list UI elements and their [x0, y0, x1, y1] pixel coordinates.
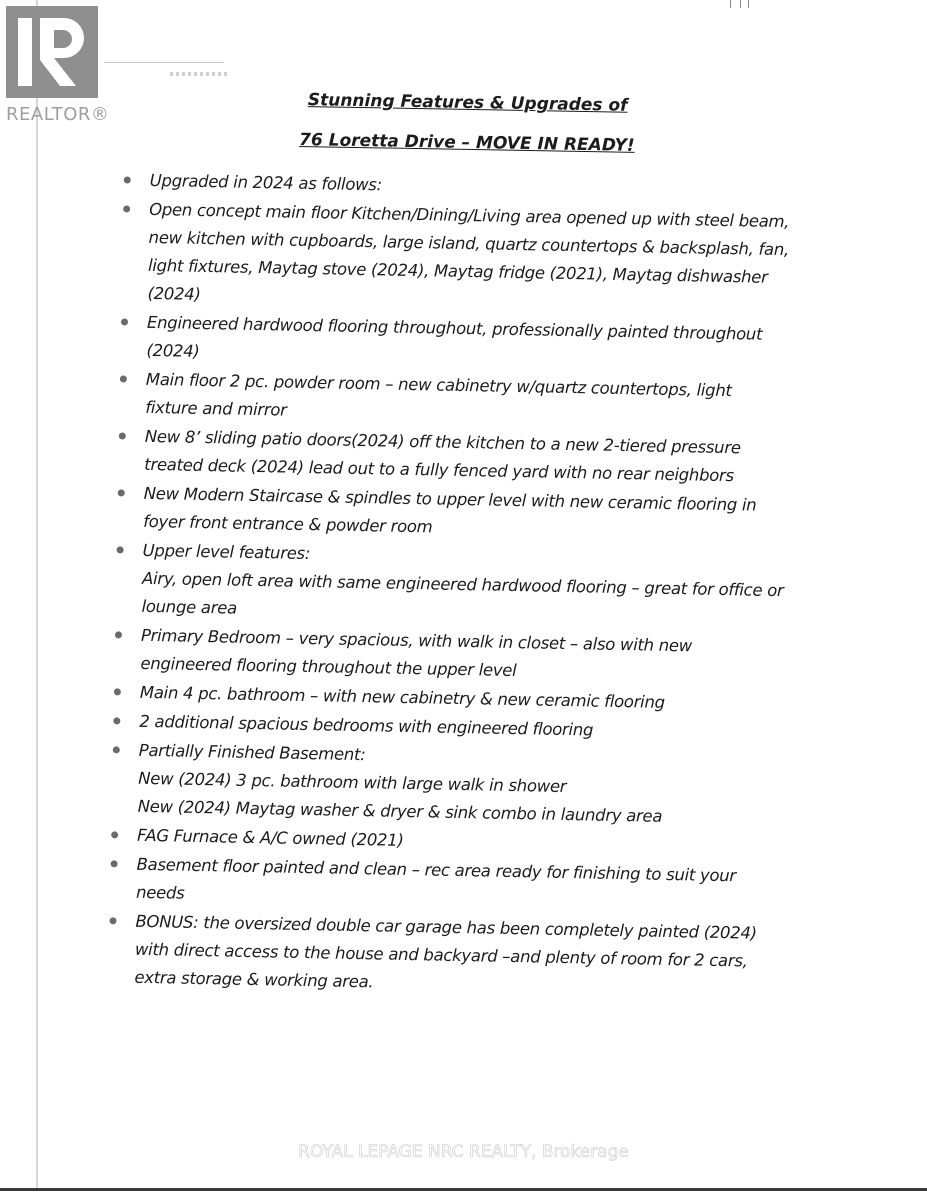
feature-text: Open concept main floor Kitchen/Dining/Living area opened up with steel beam, new kitchen with cupboards, large island, quartz countertops & backsplash, fan, light fixtures, Maytag stove (2024), Maytag fridge (2021), Maytag dishwasher (2024) [147, 199, 790, 304]
bullet-icon [123, 205, 130, 212]
feature-text: FAG Furnace & A/C owned (2021) [136, 825, 404, 850]
feature-item [89, 736, 780, 833]
feature-text: New Modern Staircase & spindles to upper level with new ceramic flooring in foyer front entrance & powder room [143, 483, 757, 537]
features-list [86, 166, 792, 1004]
scan-smudge [104, 62, 224, 63]
scan-edge-line [36, 0, 38, 1190]
bullet-icon [121, 318, 128, 325]
feature-text: Engineered hardwood flooring throughout, professionally painted throughout (2024) [146, 312, 763, 361]
scan-smudge [170, 72, 228, 76]
feature-subtext: New (2024) 3 pc. bathroom with large walk in shower [138, 768, 567, 797]
bullet-icon [120, 375, 127, 382]
feature-text: BONUS: the oversized double car garage has been completely painted (2024) with direct access to the house and backyard –and plenty of room for 2 cars, extra storage & working area. [134, 911, 757, 992]
feature-item [86, 907, 777, 1004]
bullet-icon [124, 176, 131, 183]
feature-text: Upper level features: [142, 540, 311, 564]
bullet-icon [117, 546, 124, 553]
bullet-icon [113, 746, 120, 753]
document-title [298, 90, 635, 176]
scan-mark [730, 0, 731, 8]
feature-text: 2 additional spacious bedrooms with engineered flooring [139, 711, 594, 740]
brokerage-watermark: ROYAL LEPAGE NRC REALTY, Brokerage [298, 1142, 629, 1162]
bullet-icon [113, 717, 120, 724]
feature-text: Upgraded in 2024 as follows: [149, 170, 383, 195]
realtor-logo-icon [6, 6, 98, 98]
bullet-icon [109, 917, 116, 924]
feature-text: New 8’ sliding patio doors(2024) off the kitchen to a new 2-tiered pressure treated deck (2024) lead out to a fully fenced yard with no rear neighbors [144, 426, 741, 486]
feature-item [93, 536, 784, 633]
scan-bottom-line [0, 1188, 927, 1191]
realtor-logo-text: REALTOR® [6, 104, 110, 125]
bullet-icon [119, 432, 126, 439]
feature-text: Main 4 pc. bathroom – with new cabinetry & new ceramic flooring [139, 682, 665, 712]
bullet-icon [111, 831, 118, 838]
bullet-icon [111, 860, 118, 867]
feature-text: Main floor 2 pc. powder room – new cabinetry w/quartz countertops, light fixture and mirror [145, 369, 732, 420]
feature-subtext: New (2024) Maytag washer & dryer & sink combo in laundry area [137, 796, 663, 826]
bullet-icon [114, 688, 121, 695]
feature-subtext: Airy, open loft area with same engineered hardwood flooring – great for office or lounge area [141, 568, 784, 618]
bullet-icon [115, 631, 122, 638]
title-line-2: 76 Loretta Drive – MOVE IN READY! [298, 129, 635, 156]
feature-text: Primary Bedroom – very spacious, with walk in closet – also with new engineered flooring throughout the upper level [140, 625, 693, 681]
features-list-container [86, 166, 792, 1005]
title-line-1: Stunning Features & Upgrades of [307, 90, 628, 116]
bullet-icon [118, 489, 125, 496]
feature-text: Partially Finished Basement: [138, 740, 366, 765]
feature-item [99, 195, 791, 320]
feature-text: Basement floor painted and clean – rec area ready for finishing to suit your needs [135, 854, 737, 903]
scan-mark [740, 0, 741, 8]
scan-mark [748, 0, 749, 8]
